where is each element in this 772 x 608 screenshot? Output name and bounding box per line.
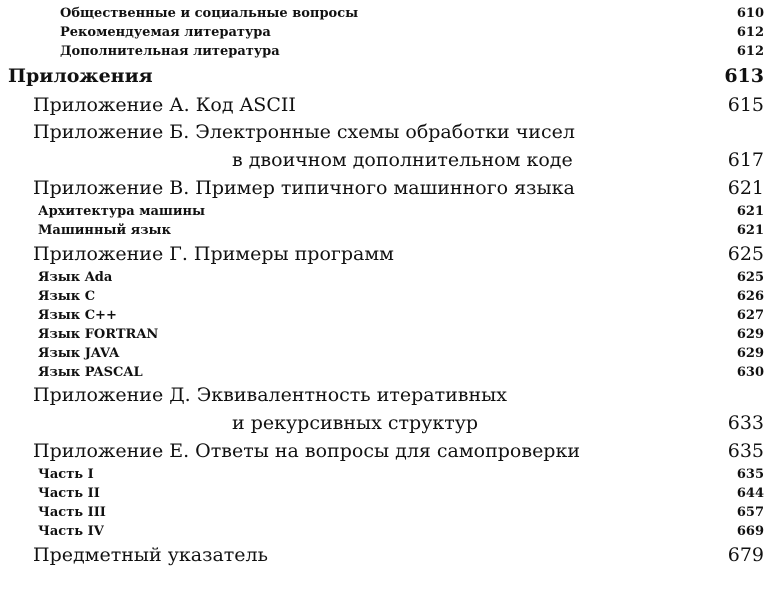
toc-sub-page: 644 [736, 486, 764, 501]
toc-entry-page: 612 [736, 25, 764, 40]
toc-sub-page: 635 [736, 467, 764, 482]
toc-sub-java [8, 344, 764, 363]
toc-sub-machine-language [8, 221, 764, 240]
toc-sub-title: Язык C++ [38, 308, 117, 323]
toc-appendix-b-line2 [8, 146, 764, 174]
toc-appendix-page: 617 [727, 149, 764, 171]
toc-sub-page: 629 [736, 327, 764, 342]
toc-appendix-title-cont: в двоичном дополнительном коде [232, 149, 573, 171]
toc-appendix-page: 615 [727, 94, 764, 116]
toc-entry-social-issues [8, 4, 764, 23]
toc-section-title: Приложения [8, 65, 153, 87]
toc-appendix-title: Приложение А. Код ASCII [33, 94, 296, 116]
toc-sub-page: 621 [736, 223, 764, 238]
toc-appendix-a [8, 91, 764, 119]
toc-sub-page: 621 [736, 204, 764, 219]
toc-sub-title: Язык FORTRAN [38, 327, 159, 342]
toc-appendix-page: 625 [727, 243, 764, 265]
toc-sub-pascal [8, 363, 764, 382]
toc-sub-title: Язык PASCAL [38, 365, 143, 380]
toc-sub-title: Язык JAVA [38, 346, 120, 361]
toc-appendix-page: 635 [727, 440, 764, 462]
toc-section-page: 613 [724, 65, 764, 87]
toc-section-appendices [8, 61, 764, 91]
toc-appendix-page: 633 [727, 412, 764, 434]
toc-appendix-title-cont: и рекурсивных структур [232, 412, 479, 434]
toc-sub-fortran [8, 325, 764, 344]
toc-appendix-d-line1 [8, 382, 764, 409]
toc-sub-page: 625 [736, 270, 764, 285]
toc-entry-page: 612 [736, 44, 764, 59]
toc-sub-part-4 [8, 522, 764, 541]
toc-appendix-title: Приложение Е. Ответы на вопросы для самопроверки [33, 440, 581, 462]
toc-sub-title: Архитектура машины [38, 204, 206, 219]
toc-sub-page: 629 [736, 346, 764, 361]
toc-entry-recommended-literature [8, 23, 764, 42]
toc-subject-index [8, 541, 764, 569]
toc-sub-part-3 [8, 503, 764, 522]
toc-sub-page: 669 [736, 524, 764, 539]
toc-entry-page: 610 [736, 6, 764, 21]
toc-sub-cpp [8, 306, 764, 325]
toc-sub-title: Часть II [38, 486, 100, 501]
toc-appendix-e [8, 437, 764, 465]
toc-sub-title: Машинный язык [38, 223, 171, 238]
toc-index-page: 679 [727, 544, 764, 566]
toc-sub-c [8, 287, 764, 306]
toc-sub-title: Часть I [38, 467, 94, 482]
toc-sub-title: Язык С [38, 289, 96, 304]
toc-sub-machine-architecture [8, 202, 764, 221]
toc-sub-page: 630 [736, 365, 764, 380]
toc-appendix-d-line2 [8, 409, 764, 437]
toc-sub-title: Язык Ada [38, 270, 113, 285]
toc-entry-title: Общественные и социальные вопросы [60, 6, 359, 21]
toc-appendix-b-line1 [8, 119, 764, 146]
toc-appendix-title: Приложение Г. Примеры программ [33, 243, 394, 265]
toc-sub-ada [8, 268, 764, 287]
toc-sub-part-2 [8, 484, 764, 503]
toc-appendix-g [8, 240, 764, 268]
toc-sub-page: 626 [736, 289, 764, 304]
toc-entry-additional-literature [8, 42, 764, 61]
toc-sub-page: 657 [736, 505, 764, 520]
toc-sub-part-1 [8, 465, 764, 484]
table-of-contents [8, 4, 764, 569]
toc-appendix-v [8, 174, 764, 202]
toc-sub-title: Часть III [38, 505, 106, 520]
toc-entry-title: Дополнительная литература [60, 44, 280, 59]
toc-appendix-title: Приложение Д. Эквивалентность итеративных [33, 384, 507, 406]
toc-sub-title: Часть IV [38, 524, 104, 539]
toc-sub-page: 627 [736, 308, 764, 323]
toc-appendix-title: Приложение В. Пример типичного машинного языка [33, 177, 575, 199]
toc-appendix-page: 621 [727, 177, 764, 199]
toc-appendix-title: Приложение Б. Электронные схемы обработки чисел [33, 121, 575, 143]
toc-index-title: Предметный указатель [33, 544, 268, 566]
toc-entry-title: Рекомендуемая литература [60, 25, 271, 40]
